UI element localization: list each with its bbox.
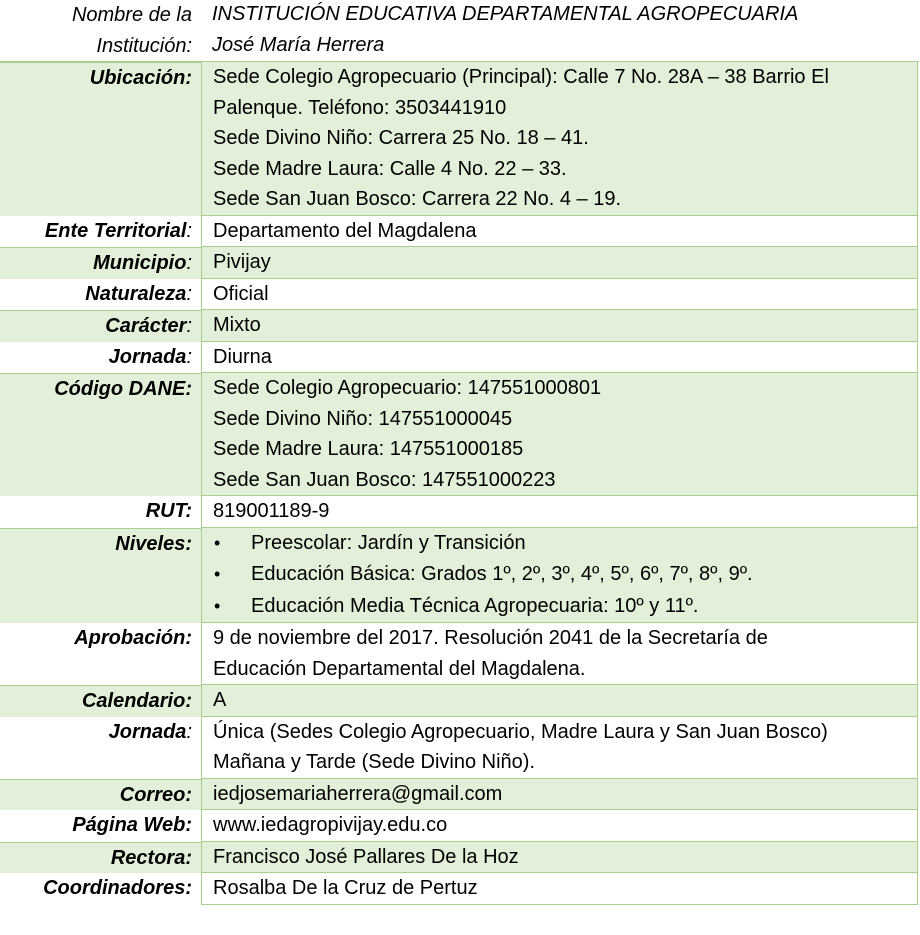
value-niveles [201, 527, 918, 624]
label-rectora: Rectora: [0, 842, 202, 874]
row-jornada [0, 342, 919, 374]
list-item: • Educación Básica: Grados 1º, 2º, 3º, 4º, 5º, 6º, 7º, 8º, 9º. [213, 559, 917, 591]
label-ubicacion: Ubicación: [0, 62, 202, 216]
value-aprobacion: 9 de noviembre del 2017. Resolución 2041 de la Secretaría de Educación Departamental del Magdalena. [201, 622, 918, 685]
value-municipio: Pivijay [201, 246, 918, 279]
row-coordinadores [0, 873, 919, 905]
row-aprobacion [0, 623, 919, 685]
value-jornada-2: Única (Sedes Colegio Agropecuario, Madre Laura y San Juan Bosco) Mañana y Tarde (Sede Divino Niño). [201, 716, 918, 779]
row-jornada-2 [0, 717, 919, 779]
row-calendario [0, 685, 919, 717]
label-codigo-dane: Código DANE: [0, 373, 202, 496]
label-ente-territorial: Ente Territorial: [44, 219, 192, 242]
value-ubicacion: Sede Colegio Agropecuario (Principal): Calle 7 No. 28A – 38 Barrio El Palenque. Teléfono: 3503441910 Sede Divino Niño: Carrera 25 No. 18 – 41. Sede Madre Laura: Calle 4 No. 22 – 33. Sede San Juan Bosco: Carrera 22 No. 4 – 19. [201, 61, 918, 216]
label-caracter: Carácter: [0, 310, 202, 342]
value-naturaleza: Oficial [201, 278, 918, 311]
label-jornada-2: Jornada: [108, 720, 192, 743]
value-ente-territorial: Departamento del Magdalena [201, 215, 918, 248]
label-calendario: Calendario: [0, 685, 202, 717]
value-rectora: Francisco José Pallares De la Hoz [201, 841, 918, 874]
bullet-icon: • [214, 564, 221, 584]
label-municipio: Municipio: [0, 247, 202, 279]
row-codigo-dane [0, 373, 919, 496]
list-item: • Educación Media Técnica Agropecuaria: 10º y 11º. [213, 591, 917, 623]
row-municipio [0, 247, 919, 279]
row-correo [0, 779, 919, 811]
label-rut: RUT: [145, 500, 192, 522]
value-caracter: Mixto [201, 309, 918, 342]
value-coordinadores: Rosalba De la Cruz de Pertuz [201, 872, 918, 905]
value-codigo-dane: Sede Colegio Agropecuario: 147551000801 Sede Divino Niño: 147551000045 Sede Madre Laura: 147551000185 Sede San Juan Bosco: 147551000223 [201, 372, 918, 496]
row-rut [0, 496, 919, 528]
label-aprobacion: Aprobación: [74, 627, 192, 649]
row-niveles [0, 528, 919, 624]
value-correo: iedjosemariaherrera@gmail.com [201, 778, 918, 811]
label-coordinadores: Coordinadores: [43, 877, 192, 899]
row-naturaleza [0, 279, 919, 311]
row-ente-territorial [0, 216, 919, 248]
row-pagina-web [0, 810, 919, 842]
value-nombre: INSTITUCIÓN EDUCATIVA DEPARTAMENTAL AGROPECUARIA José María Herrera [201, 0, 918, 61]
row-nombre [0, 0, 919, 62]
label-pagina-web: Página Web: [72, 814, 192, 836]
bullet-icon: • [214, 595, 221, 616]
label-jornada: Jornada: [108, 345, 192, 368]
row-caracter [0, 310, 919, 342]
row-ubicacion [0, 62, 919, 216]
list-item: • Preescolar: Jardín y Transición [213, 528, 917, 560]
label-naturaleza: Naturaleza: [85, 282, 192, 305]
value-jornada: Diurna [201, 341, 918, 374]
label-nombre: Nombre de la Institución: [0, 0, 202, 61]
row-rectora [0, 842, 919, 874]
value-calendario: A [201, 684, 918, 717]
value-pagina-web: www.iedagropivijay.edu.co [201, 809, 918, 842]
label-correo: Correo: [0, 779, 202, 811]
label-niveles: Niveles: [0, 528, 202, 624]
bullet-icon: • [214, 532, 221, 553]
value-rut: 819001189-9 [201, 495, 918, 528]
